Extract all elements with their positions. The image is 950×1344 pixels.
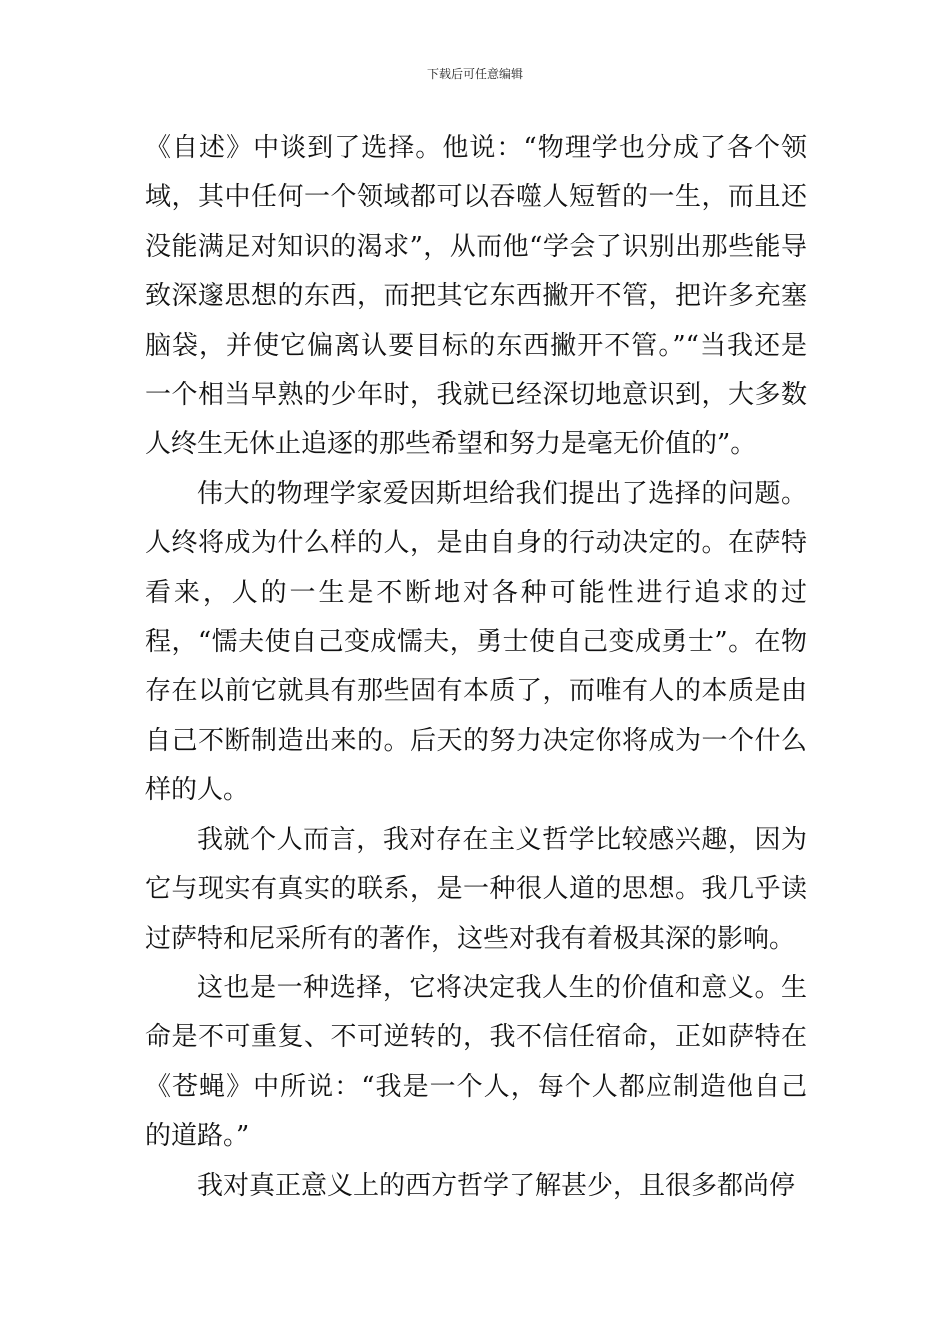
paragraph-3: 我就个人而言，我对存在主义哲学比较感兴趣，因为它与现实有真实的联系，是一种很人道的思想。我几乎读过萨特和尼采所有的著作，这些对我有着极其深的影响。 [145, 824, 807, 954]
page-header-note: 下载后可任意编辑 [426, 67, 523, 81]
document-body [145, 124, 807, 1211]
paragraph-5: 我对真正意义上的西方哲学了解甚少，且很多都尚停 [197, 1170, 796, 1201]
paragraph-2: 伟大的物理学家爱因斯坦给我们提出了选择的问题。人终将成为什么样的人，是由自身的行动决定的。在萨特看来，人的一生是不断地对各种可能性进行追求的过程，“懦夫使自己变成懦夫，勇士使自己变成勇士”。在物存在以前它就具有那些固有本质了，而唯有人的本质是由自己不断制造出来的。后天的努力决定你将成为一个什么样的人。 [145, 478, 807, 806]
paragraph-1: 《自述》中谈到了选择。他说：“物理学也分成了各个领域，其中任何一个领域都可以吞噬人短暂的一生，而且还没能满足对知识的渴求”，从而他“学会了识别出那些能导致深邃思想的东西，而把其它东西撇开不管，把许多充塞脑袋，并使它偏离认要目标的东西撇开不管。”“当我还是一个相当早熟的少年时，我就已经深切地意识到，大多数人终生无休止追逐的那些希望和努力是毫无价值的”。 [145, 133, 807, 460]
paragraph-4: 这也是一种选择，它将决定我人生的价值和意义。生命是不可重复、不可逆转的，我不信任宿命，正如萨特在《苍蝇》中所说：“我是一个人，每个人都应制造他自己的道路。” [145, 972, 807, 1152]
